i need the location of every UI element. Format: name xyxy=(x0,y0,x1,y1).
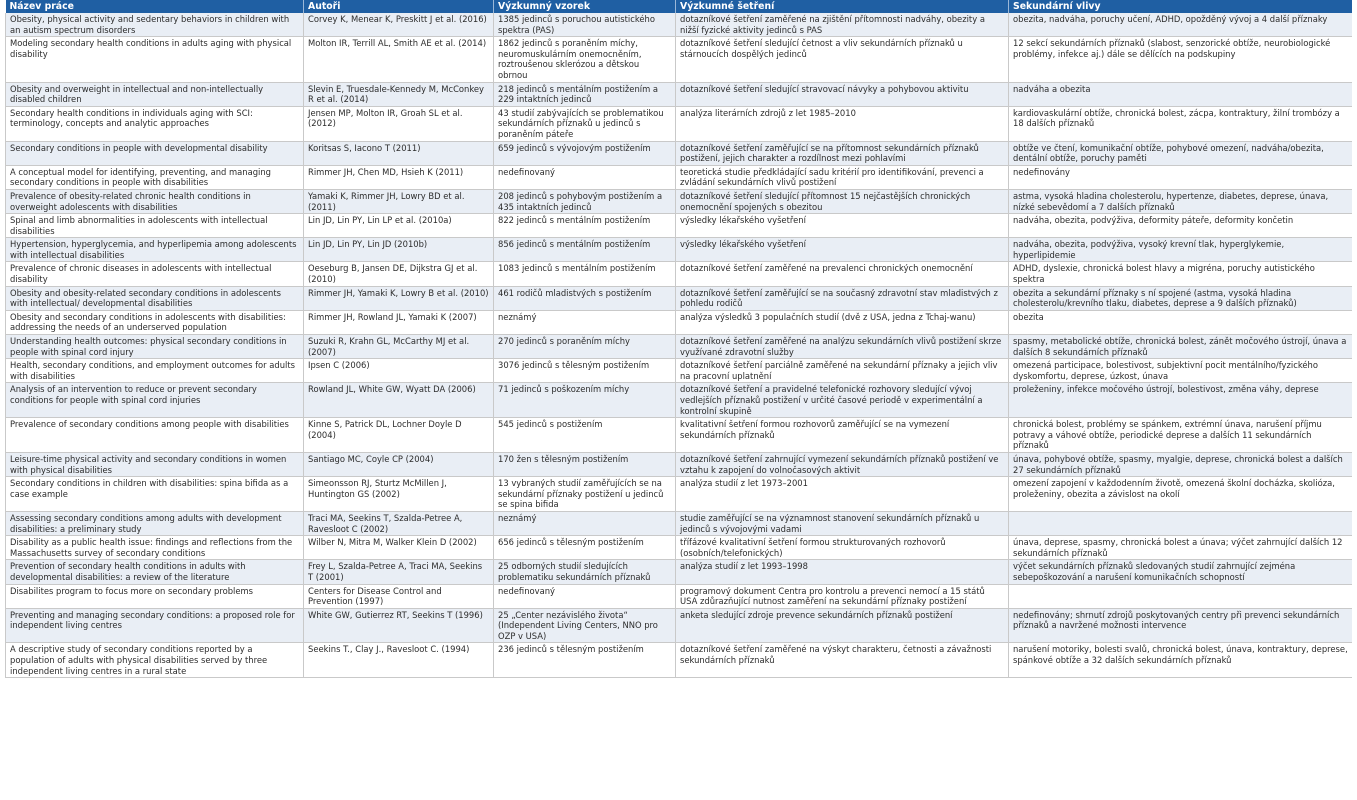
cell-secondary-effects: nadváha a obezita xyxy=(1009,82,1353,106)
table-row xyxy=(6,418,1353,453)
cell-secondary-effects: astma, vysoká hladina cholesterolu, hypertenze, diabetes, deprese, únava, nízké sebevědomí a 7 dalších příznaků xyxy=(1009,189,1353,213)
cell-research: dotazníkové šetření zaměřené na výskyt charakteru, četnosti a závažnosti sekundárních příznaků xyxy=(676,643,1009,678)
cell-research: studie zaměřující se na významnost stanovení sekundárních příznaků u jedinců s vývojovými vadami xyxy=(676,511,1009,535)
table-row xyxy=(6,82,1353,106)
cell-research: výsledky lékařského vyšetření xyxy=(676,238,1009,262)
table-row xyxy=(6,643,1353,678)
cell-authors: Frey L, Szalda-Petree A, Traci MA, Seekins T (2001) xyxy=(304,560,494,584)
cell-secondary-effects: kardiovaskulární obtíže, chronická bolest, zácpa, kontraktury, žilní trombózy a 18 dalších příznaků xyxy=(1009,106,1353,141)
table-row xyxy=(6,359,1353,383)
table-row xyxy=(6,238,1353,262)
cell-title: Disability as a public health issue: findings and reflections from the Massachusetts survey of secondary conditions xyxy=(6,536,304,560)
cell-authors: Suzuki R, Krahn GL, McCarthy MJ et al. (2007) xyxy=(304,335,494,359)
cell-research: dotazníkové šetření sledující stravovací návyky a pohybovou aktivitu xyxy=(676,82,1009,106)
cell-sample: 659 jedinců s vývojovým postižením xyxy=(494,141,676,165)
cell-secondary-effects: 12 sekcí sekundárních příznaků (slabost, senzorické obtíže, neurobiologické problémy, infekce aj.) dále se dělících na podskupiny xyxy=(1009,37,1353,82)
cell-sample: 43 studií zabývajících se problematikou sekundárních příznaků u jedinců s poraněním páteře xyxy=(494,106,676,141)
cell-secondary-effects xyxy=(1009,511,1353,535)
table-row xyxy=(6,452,1353,476)
table-row xyxy=(6,189,1353,213)
cell-sample: 3076 jedinců s tělesným postižením xyxy=(494,359,676,383)
cell-authors: Santiago MC, Coyle CP (2004) xyxy=(304,452,494,476)
table-row xyxy=(6,286,1353,310)
cell-secondary-effects: obezita a sekundární příznaky s ní spojené (astma, vysoká hladina cholesterolu/krevního tlaku, diabetes, deprese a 9 dalších příznaků) xyxy=(1009,286,1353,310)
cell-secondary-effects: nadváha, obezita, podvýživa, vysoký krevní tlak, hyperglykemie, hyperlipidemie xyxy=(1009,238,1353,262)
cell-title: Assessing secondary conditions among adults with development disabilities: a preliminary study xyxy=(6,511,304,535)
cell-secondary-effects: omezená participace, bolestivost, subjektivní pocit mentálního/fyzického dyskomfortu, deprese, úzkost, únava xyxy=(1009,359,1353,383)
cell-research: programový dokument Centra pro kontrolu a prevenci nemocí a 15 států USA zdůrazňující nutnost zaměření na sekundární příznaky postižení xyxy=(676,584,1009,608)
cell-sample: neznámý xyxy=(494,511,676,535)
cell-research: dotazníkové šetření zaměřující se na přítomnost sekundárních příznaků postižení, jejich charakter a rozdílnost mezi pohlavími xyxy=(676,141,1009,165)
cell-secondary-effects: obtíže ve čtení, komunikační obtíže, pohybové omezení, nadváha/obezita, dentální obtíže, poruchy paměti xyxy=(1009,141,1353,165)
cell-research: kvalitativní šetření formou rozhovorů zaměřující se na vymezení sekundárních příznaků xyxy=(676,418,1009,453)
header-authors: Autoři xyxy=(304,0,494,13)
cell-secondary-effects: obezita xyxy=(1009,310,1353,334)
cell-research: výsledky lékařského vyšetření xyxy=(676,214,1009,238)
cell-sample: 656 jedinců s tělesným postižením xyxy=(494,536,676,560)
cell-research: dotazníkové šetření parciálně zaměřené na sekundární příznaky a jejich vliv na pracovní uplatnění xyxy=(676,359,1009,383)
cell-secondary-effects: obezita, nadváha, poruchy učení, ADHD, opožděný vývoj a 4 další příznaky xyxy=(1009,13,1353,37)
cell-title: Modeling secondary health conditions in adults aging with physical disability xyxy=(6,37,304,82)
cell-research: dotazníkové šetření sledující přítomnost 15 nejčastějších chronických onemocnění spojených s obezitou xyxy=(676,189,1009,213)
cell-sample: 218 jedinců s mentálním postižením a 229 intaktních jedinců xyxy=(494,82,676,106)
cell-title: A conceptual model for identifying, preventing, and managing secondary conditions in people with disabilities xyxy=(6,165,304,189)
cell-secondary-effects: spasmy, metabolické obtíže, chronická bolest, zánět močového ústrojí, únava a dalších 8 sekundárních příznaků xyxy=(1009,335,1353,359)
cell-authors: Ipsen C (2006) xyxy=(304,359,494,383)
table-row xyxy=(6,310,1353,334)
cell-secondary-effects: omezení zapojení v každodenním životě, omezená školní docházka, skolióza, proleženiny, obezita a závislost na okolí xyxy=(1009,477,1353,512)
cell-title: Leisure-time physical activity and secondary conditions in women with physical disabilities xyxy=(6,452,304,476)
table-row xyxy=(6,477,1353,512)
header-title: Název práce xyxy=(6,0,304,13)
header-research: Výzkumné šetření xyxy=(676,0,1009,13)
cell-research: třífázové kvalitativní šetření formou strukturovaných rozhovorů (osobních/telefonických) xyxy=(676,536,1009,560)
table-row xyxy=(6,584,1353,608)
header-secondary-effects: Sekundární vlivy xyxy=(1009,0,1353,13)
cell-research: dotazníkové šetření zaměřené na zjištění přítomnosti nadváhy, obezity a nižší fyzické aktivity jedinců s PAS xyxy=(676,13,1009,37)
cell-sample: 13 vybraných studií zaměřujících se na sekundární příznaky postižení u jedinců se spina bifida xyxy=(494,477,676,512)
cell-authors: Traci MA, Seekins T, Szalda-Petree A, Ravesloot C (2002) xyxy=(304,511,494,535)
cell-research: teoretická studie předkládající sadu kritérií pro identifikování, prevenci a zvládání sekundárních vlivů postižení xyxy=(676,165,1009,189)
cell-secondary-effects: únava, pohybové obtíže, spasmy, myalgie, deprese, chronická bolest a dalších 27 sekundárních příznaků xyxy=(1009,452,1353,476)
cell-sample: nedefinovaný xyxy=(494,584,676,608)
table-row xyxy=(6,383,1353,418)
cell-authors: Lin JD, Lin PY, Lin LP et al. (2010a) xyxy=(304,214,494,238)
cell-secondary-effects: nedefinovány xyxy=(1009,165,1353,189)
table-body xyxy=(6,13,1353,678)
cell-sample: 822 jedinců s mentálním postižením xyxy=(494,214,676,238)
cell-authors: Rimmer JH, Chen MD, Hsieh K (2011) xyxy=(304,165,494,189)
cell-title: Spinal and limb abnormalities in adolescents with intellectual disabilities xyxy=(6,214,304,238)
cell-secondary-effects: nadváha, obezita, podvýživa, deformity páteře, deformity končetin xyxy=(1009,214,1353,238)
cell-authors: Seekins T., Clay J., Ravesloot C. (1994) xyxy=(304,643,494,678)
cell-title: Understanding health outcomes: physical secondary conditions in people with spinal cord injury xyxy=(6,335,304,359)
cell-research: analýza studií z let 1993–1998 xyxy=(676,560,1009,584)
cell-authors: Kinne S, Patrick DL, Lochner Doyle D (2004) xyxy=(304,418,494,453)
cell-authors: Corvey K, Menear K, Preskitt J et al. (2016) xyxy=(304,13,494,37)
cell-title: Analysis of an intervention to reduce or prevent secondary conditions for people with spinal cord injuries xyxy=(6,383,304,418)
cell-title: Prevention of secondary health conditions in adults with developmental disabilities: a review of the literature xyxy=(6,560,304,584)
cell-research: analýza studií z let 1973–2001 xyxy=(676,477,1009,512)
table-row xyxy=(6,536,1353,560)
cell-authors: Slevin E, Truesdale-Kennedy M, McConkey R et al. (2014) xyxy=(304,82,494,106)
cell-title: Obesity and secondary conditions in adolescents with disabilities: addressing the needs of an underserved population xyxy=(6,310,304,334)
cell-authors: Simeonsson RJ, Sturtz McMillen J, Huntington GS (2002) xyxy=(304,477,494,512)
cell-secondary-effects: narušení motoriky, bolesti svalů, chronická bolest, únava, kontraktury, deprese, spánkové obtíže a 32 dalších sekundárních příznaků xyxy=(1009,643,1353,678)
cell-authors: Oeseburg B, Jansen DE, Dijkstra GJ et al. (2010) xyxy=(304,262,494,286)
cell-authors: Wilber N, Mitra M, Walker Klein D (2002) xyxy=(304,536,494,560)
cell-sample: 71 jedinců s poškozením míchy xyxy=(494,383,676,418)
cell-secondary-effects: proleženiny, infekce močového ústrojí, bolestivost, změna váhy, deprese xyxy=(1009,383,1353,418)
cell-authors: Rimmer JH, Yamaki K, Lowry B et al. (2010) xyxy=(304,286,494,310)
cell-research: analýza výsledků 3 populačních studií (dvě z USA, jedna z Tchaj-wanu) xyxy=(676,310,1009,334)
cell-secondary-effects: ADHD, dyslexie, chronická bolest hlavy a migréna, poruchy autistického spektra xyxy=(1009,262,1353,286)
cell-title: Secondary health conditions in individuals aging with SCI: terminology, concepts and analytic approaches xyxy=(6,106,304,141)
cell-authors: White GW, Gutierrez RT, Seekins T (1996) xyxy=(304,608,494,643)
table-row xyxy=(6,106,1353,141)
cell-authors: Molton IR, Terrill AL, Smith AE et al. (2014) xyxy=(304,37,494,82)
cell-title: A descriptive study of secondary conditions reported by a population of adults with physical disabilities served by three independent living centres in a rural state xyxy=(6,643,304,678)
table-row xyxy=(6,262,1353,286)
cell-authors: Jensen MP, Molton IR, Groah SL et al. (2012) xyxy=(304,106,494,141)
cell-sample: 1385 jedinců s poruchou autistického spektra (PAS) xyxy=(494,13,676,37)
secondary-conditions-table xyxy=(5,0,1352,678)
cell-authors: Koritsas S, Iacono T (2011) xyxy=(304,141,494,165)
cell-research: dotazníkové šetření a pravidelné telefonické rozhovory sledující vývoj vedlejších příznaků postižení v určité časové periodě v experimentální a kontrolní skupině xyxy=(676,383,1009,418)
cell-authors: Lin JD, Lin PY, Lin JD (2010b) xyxy=(304,238,494,262)
cell-sample: 170 žen s tělesným postižením xyxy=(494,452,676,476)
cell-title: Prevalence of chronic diseases in adolescents with intellectual disability xyxy=(6,262,304,286)
cell-title: Secondary conditions in people with developmental disability xyxy=(6,141,304,165)
table-row xyxy=(6,511,1353,535)
cell-title: Health, secondary conditions, and employment outcomes for adults with disabilities xyxy=(6,359,304,383)
cell-authors: Rowland JL, White GW, Wyatt DA (2006) xyxy=(304,383,494,418)
cell-secondary-effects: výčet sekundárních příznaků sledovaných studií zahrnující zejména sebepoškozování a narušení komunikačních schopností xyxy=(1009,560,1353,584)
cell-research: dotazníkové šetření zaměřené na prevalenci chronických onemocnění xyxy=(676,262,1009,286)
table-row xyxy=(6,608,1353,643)
table-container xyxy=(5,0,1352,800)
table-row xyxy=(6,165,1353,189)
cell-title: Prevalence of obesity-related chronic health conditions in overweight adolescents with disabilities xyxy=(6,189,304,213)
table-row xyxy=(6,560,1353,584)
cell-secondary-effects: únava, deprese, spasmy, chronická bolest a únava; výčet zahrnující dalších 12 sekundárních příznaků xyxy=(1009,536,1353,560)
cell-sample: 208 jedinců s pohybovým postižením a 435 intaktních jedinců xyxy=(494,189,676,213)
table-header-row xyxy=(6,0,1353,13)
table-row xyxy=(6,335,1353,359)
cell-sample: 461 rodičů mladistvých s postižením xyxy=(494,286,676,310)
cell-sample: 856 jedinců s mentálním postižením xyxy=(494,238,676,262)
cell-sample: 1083 jedinců s mentálním postižením xyxy=(494,262,676,286)
cell-secondary-effects: nedefinovány; shrnutí zdrojů poskytovaných centry při prevenci sekundárních příznaků a navržené možnosti intervence xyxy=(1009,608,1353,643)
cell-sample: 25 odborných studií sledujících problematiku sekundárních příznaků xyxy=(494,560,676,584)
cell-authors: Yamaki K, Rimmer JH, Lowry BD et al. (2011) xyxy=(304,189,494,213)
cell-title: Hypertension, hyperglycemia, and hyperlipemia among adolescents with intellectual disabilities xyxy=(6,238,304,262)
cell-sample: 545 jedinců s postižením xyxy=(494,418,676,453)
cell-title: Preventing and managing secondary conditions: a proposed role for independent living centres xyxy=(6,608,304,643)
cell-research: analýza literárních zdrojů z let 1985–2010 xyxy=(676,106,1009,141)
cell-title: Obesity and obesity-related secondary conditions in adolescents with intellectual/ developmental disabilities xyxy=(6,286,304,310)
cell-sample: 25 „Center nezávislého života“ (Independent Living Centers, NNO pro OZP v USA) xyxy=(494,608,676,643)
cell-authors: Centers for Disease Control and Prevention (1997) xyxy=(304,584,494,608)
cell-secondary-effects xyxy=(1009,584,1353,608)
cell-secondary-effects: chronická bolest, problémy se spánkem, extrémní únava, narušení příjmu potravy a váhové obtíže, periodické deprese a dalších 11 sekundárních příznaků xyxy=(1009,418,1353,453)
cell-research: dotazníkové šetření zaměřené na analýzu sekundárních vlivů postižení skrze využívané zdravotní služby xyxy=(676,335,1009,359)
cell-title: Obesity, physical activity and sedentary behaviors in children with an autism spectrum disorders xyxy=(6,13,304,37)
table-row xyxy=(6,141,1353,165)
cell-title: Secondary conditions in children with disabilities: spina bifida as a case example xyxy=(6,477,304,512)
cell-research: dotazníkové šetření zaměřující se na současný zdravotní stav mladistvých z pohledu rodičů xyxy=(676,286,1009,310)
cell-sample: 236 jedinců s tělesným postižením xyxy=(494,643,676,678)
cell-title: Prevalence of secondary conditions among people with disabilities xyxy=(6,418,304,453)
cell-authors: Rimmer JH, Rowland JL, Yamaki K (2007) xyxy=(304,310,494,334)
cell-research: dotazníkové šetření sledující četnost a vliv sekundárních příznaků u stárnoucích dospělých jedinců xyxy=(676,37,1009,82)
cell-sample: 270 jedinců s poraněním míchy xyxy=(494,335,676,359)
header-sample: Výzkumný vzorek xyxy=(494,0,676,13)
cell-research: anketa sledující zdroje prevence sekundárních příznaků postižení xyxy=(676,608,1009,643)
table-row xyxy=(6,37,1353,82)
cell-sample: 1862 jedinců s poraněním míchy, neuromuskulárním onemocněním, roztroušenou sklerózou a dětskou obrnou xyxy=(494,37,676,82)
table-row xyxy=(6,13,1353,37)
cell-research: dotazníkové šetření zahrnující vymezení sekundárních příznaků postižení ve vztahu k zapojení do volnočasových aktivit xyxy=(676,452,1009,476)
cell-title: Disabilites program to focus more on secondary problems xyxy=(6,584,304,608)
cell-title: Obesity and overweight in intellectual and non-intellectually disabled children xyxy=(6,82,304,106)
cell-sample: nedefinovaný xyxy=(494,165,676,189)
table-row xyxy=(6,214,1353,238)
cell-sample: neznámý xyxy=(494,310,676,334)
